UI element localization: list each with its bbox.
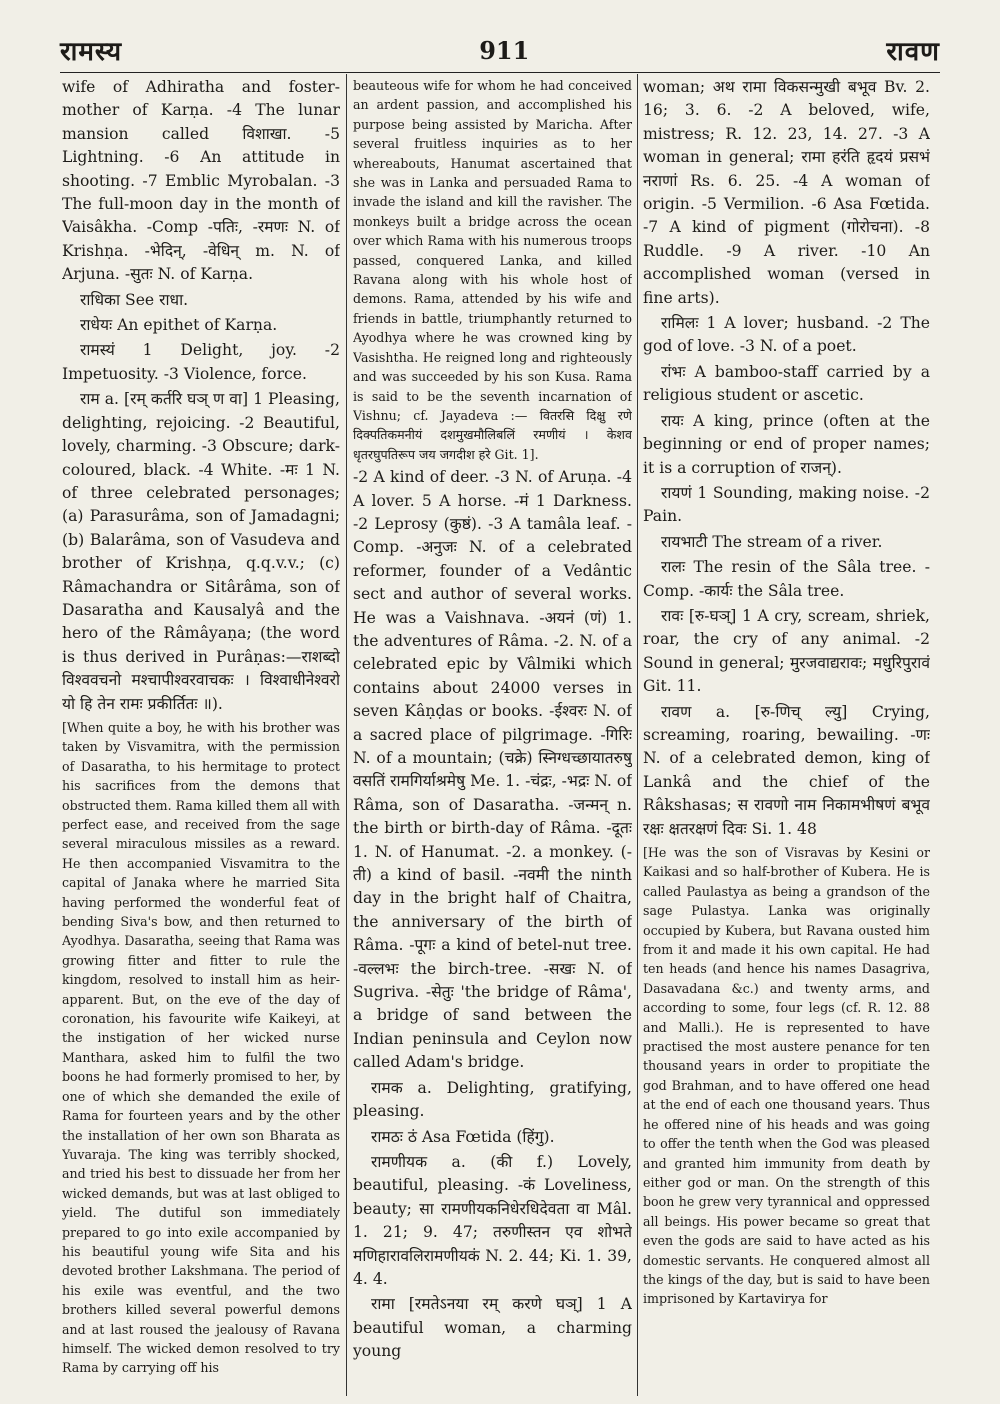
dictionary-entry: [He was the son of Visravas by Kesini or Kaikasi and so half-brother of Kubera. He is called Paulastya as being a grandson of the sage Pulastya. Lanka was originally occupied by Kubera, but Ravana ousted him from it and made it his own capital. He had ten heads (and hence his names Dasagriva, Dasavadana &c.) and twenty arms, and according to some, four legs (cf. R. 12. 88 and Malli.). He is represented to have practised the most austere penance for ten thousand years in order to propitiate the god Brahman, and to have offered one head at the end of each one thousand years. Thus he offered nine of his heads and was going to offer the tenth when the God was pleased and granted him immunity from death by either god or man. On the strength of this boon he grew very tyrannical and oppressed all beings. His power became so great that even the gods are said to have acted as his domestic servants. He conquered almost all the kings of the day, but is said to have been imprisoned by Kartavirya for — [643, 845, 930, 1307]
dictionary-entry: राधिका See राधा. — [80, 290, 189, 309]
dictionary-entry: रालः The resin of the Sâla tree. -Comp. -कार्यः the Sâla tree. — [643, 558, 930, 600]
dictionary-entry: रामिलः 1 A lover; husband. -2 The god of love. -3 N. of a poet. — [643, 314, 930, 356]
column-2 — [353, 76, 632, 1396]
dictionary-entry: रामक a. Delighting, gratifying, pleasing. — [353, 1078, 632, 1121]
column-divider — [346, 74, 347, 1396]
right-guide-word: रावण — [886, 37, 940, 67]
dictionary-entry: रावण a. [रु-णिच् ल्यु] Crying, screaming, roaring, bewailing. -णः N. of a celebrated demon, king of Lankâ and the chief of the Râkshasas; स रावणो नाम निकामभीषणं बभूव रक्षः क्षतरक्षणं दिवः Si. 1. 48 — [643, 702, 930, 838]
dictionary-entry: रामस्यं 1 Delight, joy. -2 Impetuosity. -3 Violence, force. — [62, 341, 340, 383]
dictionary-entry: -2 A kind of deer. -3 N. of Aruṇa. -4 A lover. 5 A horse. -मं 1 Darkness. -2 Leprosy (कुष्ठं). -3 A tamâla leaf. -Comp. -अनुजः N. of a celebrated reformer, founder of a Vedântic sect and author of several works. He was a Vaishnava. -अयनं (णं) 1. the adventures of Râma. -2. N. of a celebrated epic by Vâlmiki which contains about 24000 verses in seven Kâṇḍas or books. -ईश्वरः N. of a sacred place of pilgrimage. -गिरिः N. of a mountain; (चक्रे) स्निग्धच्छायातरुषु वसतिं रामगिर्याश्रमेषु Me. 1. -चंद्रः, -भद्रः N. of Râma, son of Dasaratha. -जन्मन् n. the birth or birth-day of Râma. -दूतः 1. N. of Hanumat. -2. a monkey. (-ती) a kind of basil. -नवमी the ninth day in the bright half of Chaitra, the anniversary of the birth of Râma. -पूगः a kind of betel-nut tree. -वल्लभः the birch-tree. -सखः N. of Sugriva. -सेतुः 'the bridge of Râma', a bridge of sand between the Indian peninsula and Ceylon now called Adam's bridge. — [353, 468, 632, 1072]
dictionary-entry: रायः A king, prince (often at the beginning or end of proper names; it is a corruption of राजन्). — [643, 411, 930, 477]
dictionary-entry: रायभाटी The stream of a river. — [661, 532, 883, 551]
dictionary-entry: रामा [रमतेऽनया रम् करणे घञ्] 1 A beautiful woman, a charming young — [353, 1295, 632, 1361]
dictionary-entry: रावः [रु-घञ्] 1 A cry, scream, shriek, roar, the cry of any animal. -2 Sound in general; मुरजवाद्यरावः; मधुरिपुरावं Git. 11. — [643, 606, 930, 696]
left-guide-word: रामस्य — [60, 37, 123, 67]
page-number: 911 — [479, 35, 530, 65]
column-1 — [62, 76, 340, 1396]
dictionary-entry: राम a. [रम् कर्तरि घञ् ण वा] 1 Pleasing, delighting, rejoicing. -2 Beautiful, lovely, charming. -3 Obscure; dark-coloured, black. -4 White. -मः 1 N. of three celebrated personages; (a) Parasurâma, son of Jamadagni; (b) Balarâma, son of Vasudeva and brother of Krishṇa, q.q.v.v.; (c) Râmachandra or Sitârâma, son of Dasaratha and Kausalyâ and the hero of the Râmâyaṇa; (the word is thus derived in Purâṇas:—राशब्दो विश्ववचनो मश्चापीश्वरवाचकः । विश्वाधीनेश्वरो यो हि तेन रामः प्रकीर्तितः ॥). — [62, 390, 340, 713]
dictionary-entry: [When quite a boy, he with his brother was taken by Visvamitra, with the permission of Dasaratha, to his hermitage to protect his sacrifices from the demons that obstructed them. Rama killed them all with perfect ease, and received from the sage several miraculous missiles as a reward. He then accompanied Visvamitra to the capital of Janaka where he married Sita having performed the wonderful feat of bending Siva's bow, and then returned to Ayodhya. Dasaratha, seeing that Rama was growing fitter and fitter to rule the kingdom, resolved to install him as heir-apparent. But, on the eve of the day of coronation, his favourite wife Kaikeyi, at the instigation of her wicked nurse Manthara, asked him to fulfil the two boons he had formerly promised to her, by one of which she demanded the exile of Rama for fourteen years and by the other the installation of her own son Bharata as Yuvaraja. The king was terribly shocked, and tried his best to dissuade her from her wicked demands, but was at last obliged to yield. The dutiful son immediately prepared to go into exile accompanied by his beautiful young wife Sita and his devoted brother Lakshmana. The period of his exile was eventful, and the two brothers killed several powerful demons and at last roused the jealousy of Ravana himself. The wicked demon resolved to try Rama by carrying off his — [62, 719, 340, 1376]
dictionary-entry: रायणं 1 Sounding, making noise. -2 Pain. — [643, 483, 930, 526]
column-divider — [637, 74, 638, 1396]
dictionary-entry: रांभः A bamboo-staff carried by a religious student or ascetic. — [643, 362, 930, 405]
dictionary-entry: रामठः ठं Asa Fœtida (हिंगु). — [371, 1127, 555, 1146]
dictionary-entry: woman; अथ रामा विकसन्मुखी बभूव Bv. 2. 16; 3. 6. -2 A beloved, wife, mistress; R. 12. 23, 14. 27. -3 A woman in general; रामा हरंति हृदयं प्रसभं नराणां Rs. 6. 25. -4 A woman of origin. -5 Vermilion. -6 Asa Fœtida. -7 A kind of pigment (गोरोचना). -8 Ruddle. -9 A river. -10 An accomplished woman (versed in fine arts). — [643, 78, 930, 307]
dictionary-entry: wife of Adhiratha and foster-mother of Karṇa. -4 The lunar mansion called विशाखा. -5 Lightning. -6 An attitude in shooting. -7 Emblic Myrobalan. -3 The full-moon day in the month of Vaisâkha. -Comp -पतिः, -रमणः N. of Krishṇa. -भेदिन्, -वेधिन् m. N. of Arjuna. -सुतः N. of Karṇa. — [62, 78, 340, 284]
dictionary-entry: beauteous wife for whom he had conceived an ardent passion, and accomplished his purpose being assisted by Maricha. After several fruitless inquiries as to her whereabouts, Hanumat ascertained that she was in Lanka and persuaded Rama to invade the island and kill the ravisher. The monkeys built a bridge across the ocean over which Rama with his numerous troops passed, conquered Lanka, and killed Ravana along with his whole host of demons. Rama, attended by his wife and friends in battle, triumphantly returned to Ayodhya where he was crowned king by Vasishtha. He reigned long and righteously and was succeeded by his son Kusa. Rama is said to be the seventh incarnation of Vishnu; cf. Jayadeva :— वितरसि दिक्षु रणे दिक्पतिकमनीयं दशमुखमौलिबलिं रमणीयं । केशव धृतरघुपतिरूप जय जगदीश हरे Git. 1]. — [353, 78, 632, 462]
page-header — [60, 22, 940, 78]
column-3 — [643, 76, 930, 1396]
header-rule — [60, 72, 940, 73]
dictionary-entry: राधेयः An epithet of Karṇa. — [80, 316, 278, 335]
dictionary-entry: रामणीयक a. (की f.) Lovely, beautiful, pleasing. -कं Loveliness, beauty; सा रामणीयकनिधेरधिदेवता वा Mâl. 1. 21; 9. 47; तरुणीस्तन एव शोभते मणिहारावलिरामणीयकं N. 2. 44; Ki. 1. 39, 4. 4. — [353, 1152, 632, 1288]
